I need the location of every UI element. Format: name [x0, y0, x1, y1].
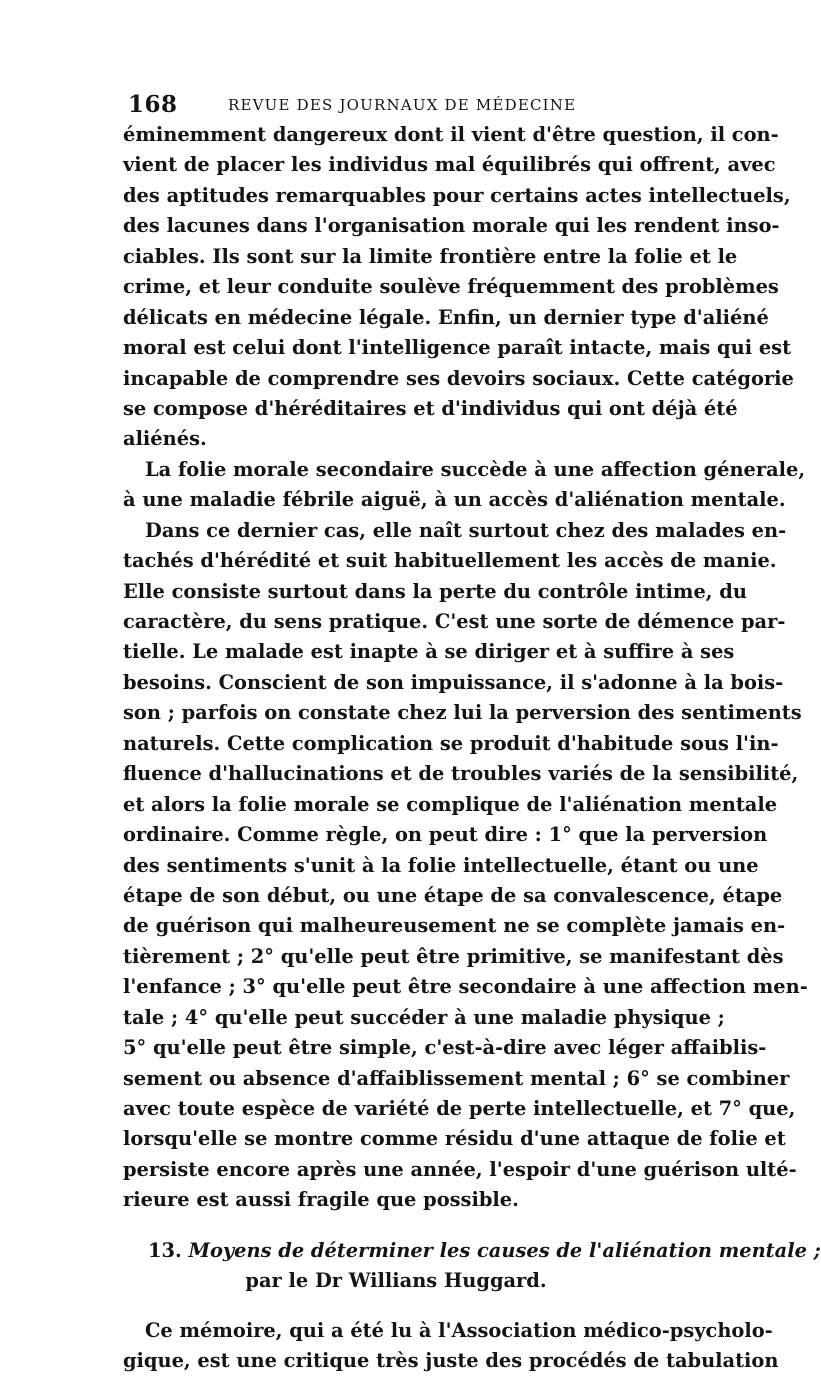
- text-line: Ce mémoire, qui a été lu à l'Association médico-psycholo-: [145, 1318, 773, 1342]
- text-line: lorsqu'elle se montre comme résidu d'une attaque de folie et: [123, 1127, 786, 1151]
- text-line: sement ou absence d'affaiblissement mental ; 6° se combiner: [123, 1066, 790, 1090]
- text-line: l'enfance ; 3° qu'elle peut être secondaire à une affection men-: [123, 975, 808, 999]
- text-line: gique, est une critique très juste des procédés de tabulation: [123, 1349, 779, 1373]
- paragraph-3: [123, 516, 808, 1216]
- text-line: besoins. Conscient de son impuissance, il s'adonne à la bois-: [123, 670, 784, 694]
- text-line: son ; parfois on constate chez lui la perversion des sentiments: [123, 701, 802, 725]
- text-line: et alors la folie morale se complique de l'aliénation mentale: [123, 792, 778, 816]
- text-line: tale ; 4° qu'elle peut succéder à une maladie physique ;: [123, 1005, 725, 1029]
- text-line: ciables. Ils sont sur la limite frontière entre la folie et le: [123, 244, 738, 268]
- section-title: Moyens de déterminer les causes de l'aliénation mentale ;: [188, 1238, 821, 1262]
- section-number: 13.: [148, 1238, 182, 1262]
- text-line: persiste encore après une année, l'espoir d'une guérison ulté-: [123, 1157, 797, 1181]
- page-header: [128, 92, 674, 118]
- section-title-line: [123, 1236, 821, 1266]
- text-line: des aptitudes remarquables pour certains actes intellectuels,: [123, 183, 791, 207]
- text-line: ordinaire. Comme règle, on peut dire : 1° que la perversion: [123, 823, 768, 847]
- paragraph-1: [123, 120, 794, 455]
- text-line: de guérison qui malheureusement ne se complète jamais en-: [123, 914, 786, 938]
- text-line: Elle consiste surtout dans la perte du contrôle intime, du: [123, 579, 747, 603]
- text-line: Dans ce dernier cas, elle naît surtout chez des malades en-: [145, 518, 787, 542]
- text-line: crime, et leur conduite soulève fréquemment des problèmes: [123, 275, 779, 299]
- section-author: par le Dr Willians Huggard.: [245, 1268, 547, 1292]
- text-line: incapable de comprendre ses devoirs sociaux. Cette catégorie: [123, 366, 794, 390]
- text-line: tielle. Le malade est inapte à se diriger et à suffire à ses: [123, 640, 735, 664]
- text-line: à une maladie fébrile aiguë, à un accès d'aliénation mentale.: [123, 488, 786, 512]
- paragraph-2: [123, 455, 806, 516]
- text-line: des sentiments s'unit à la folie intellectuelle, étant ou une: [123, 853, 759, 877]
- text-line: étape de son début, ou une étape de sa convalescence, étape: [123, 883, 783, 907]
- text-line: tièrement ; 2° qu'elle peut être primitive, se manifestant dès: [123, 944, 784, 968]
- text-line: tachés d'hérédité et suit habituellement les accès de manie.: [123, 549, 777, 573]
- text-line: avec toute espèce de variété de perte intellectuelle, et 7° que,: [123, 1097, 796, 1120]
- text-line: La folie morale secondaire succède à une affection génerale,: [145, 457, 806, 481]
- text-line: vient de placer les individus mal équilibrés qui offrent, avec: [123, 153, 776, 177]
- section-heading: [123, 1236, 821, 1296]
- text-line: moral est celui dont l'intelligence paraît intacte, mais qui est: [123, 336, 792, 360]
- text-line: naturels. Cette complication se produit d'habitude sous l'in-: [123, 731, 779, 755]
- text-line: fluence d'hallucinations et de troubles variés de la sensibilité,: [123, 762, 799, 786]
- text-line: rieure est aussi fragile que possible.: [123, 1188, 519, 1212]
- text-line: délicats en médecine légale. Enfin, un dernier type d'aliéné: [123, 305, 769, 329]
- text-line: se compose d'héréditaires et d'individus qui ont déjà été: [123, 396, 738, 420]
- paragraph-4: [123, 1316, 779, 1377]
- text-line: des lacunes dans l'organisation morale qui les rendent inso-: [123, 214, 780, 238]
- text-line: aliénés.: [123, 427, 207, 451]
- running-title: REVUE DES JOURNAUX DE MÉDECINE: [228, 96, 577, 114]
- article-body: [123, 120, 821, 1377]
- page-number: 168: [128, 91, 178, 118]
- text-line: éminemment dangereux dont il vient d'être question, il con-: [123, 123, 779, 146]
- text-line: caractère, du sens pratique. C'est une sorte de démence par-: [123, 610, 786, 633]
- text-line: 5° qu'elle peut être simple, c'est-à-dire avec léger affaiblis-: [123, 1036, 767, 1060]
